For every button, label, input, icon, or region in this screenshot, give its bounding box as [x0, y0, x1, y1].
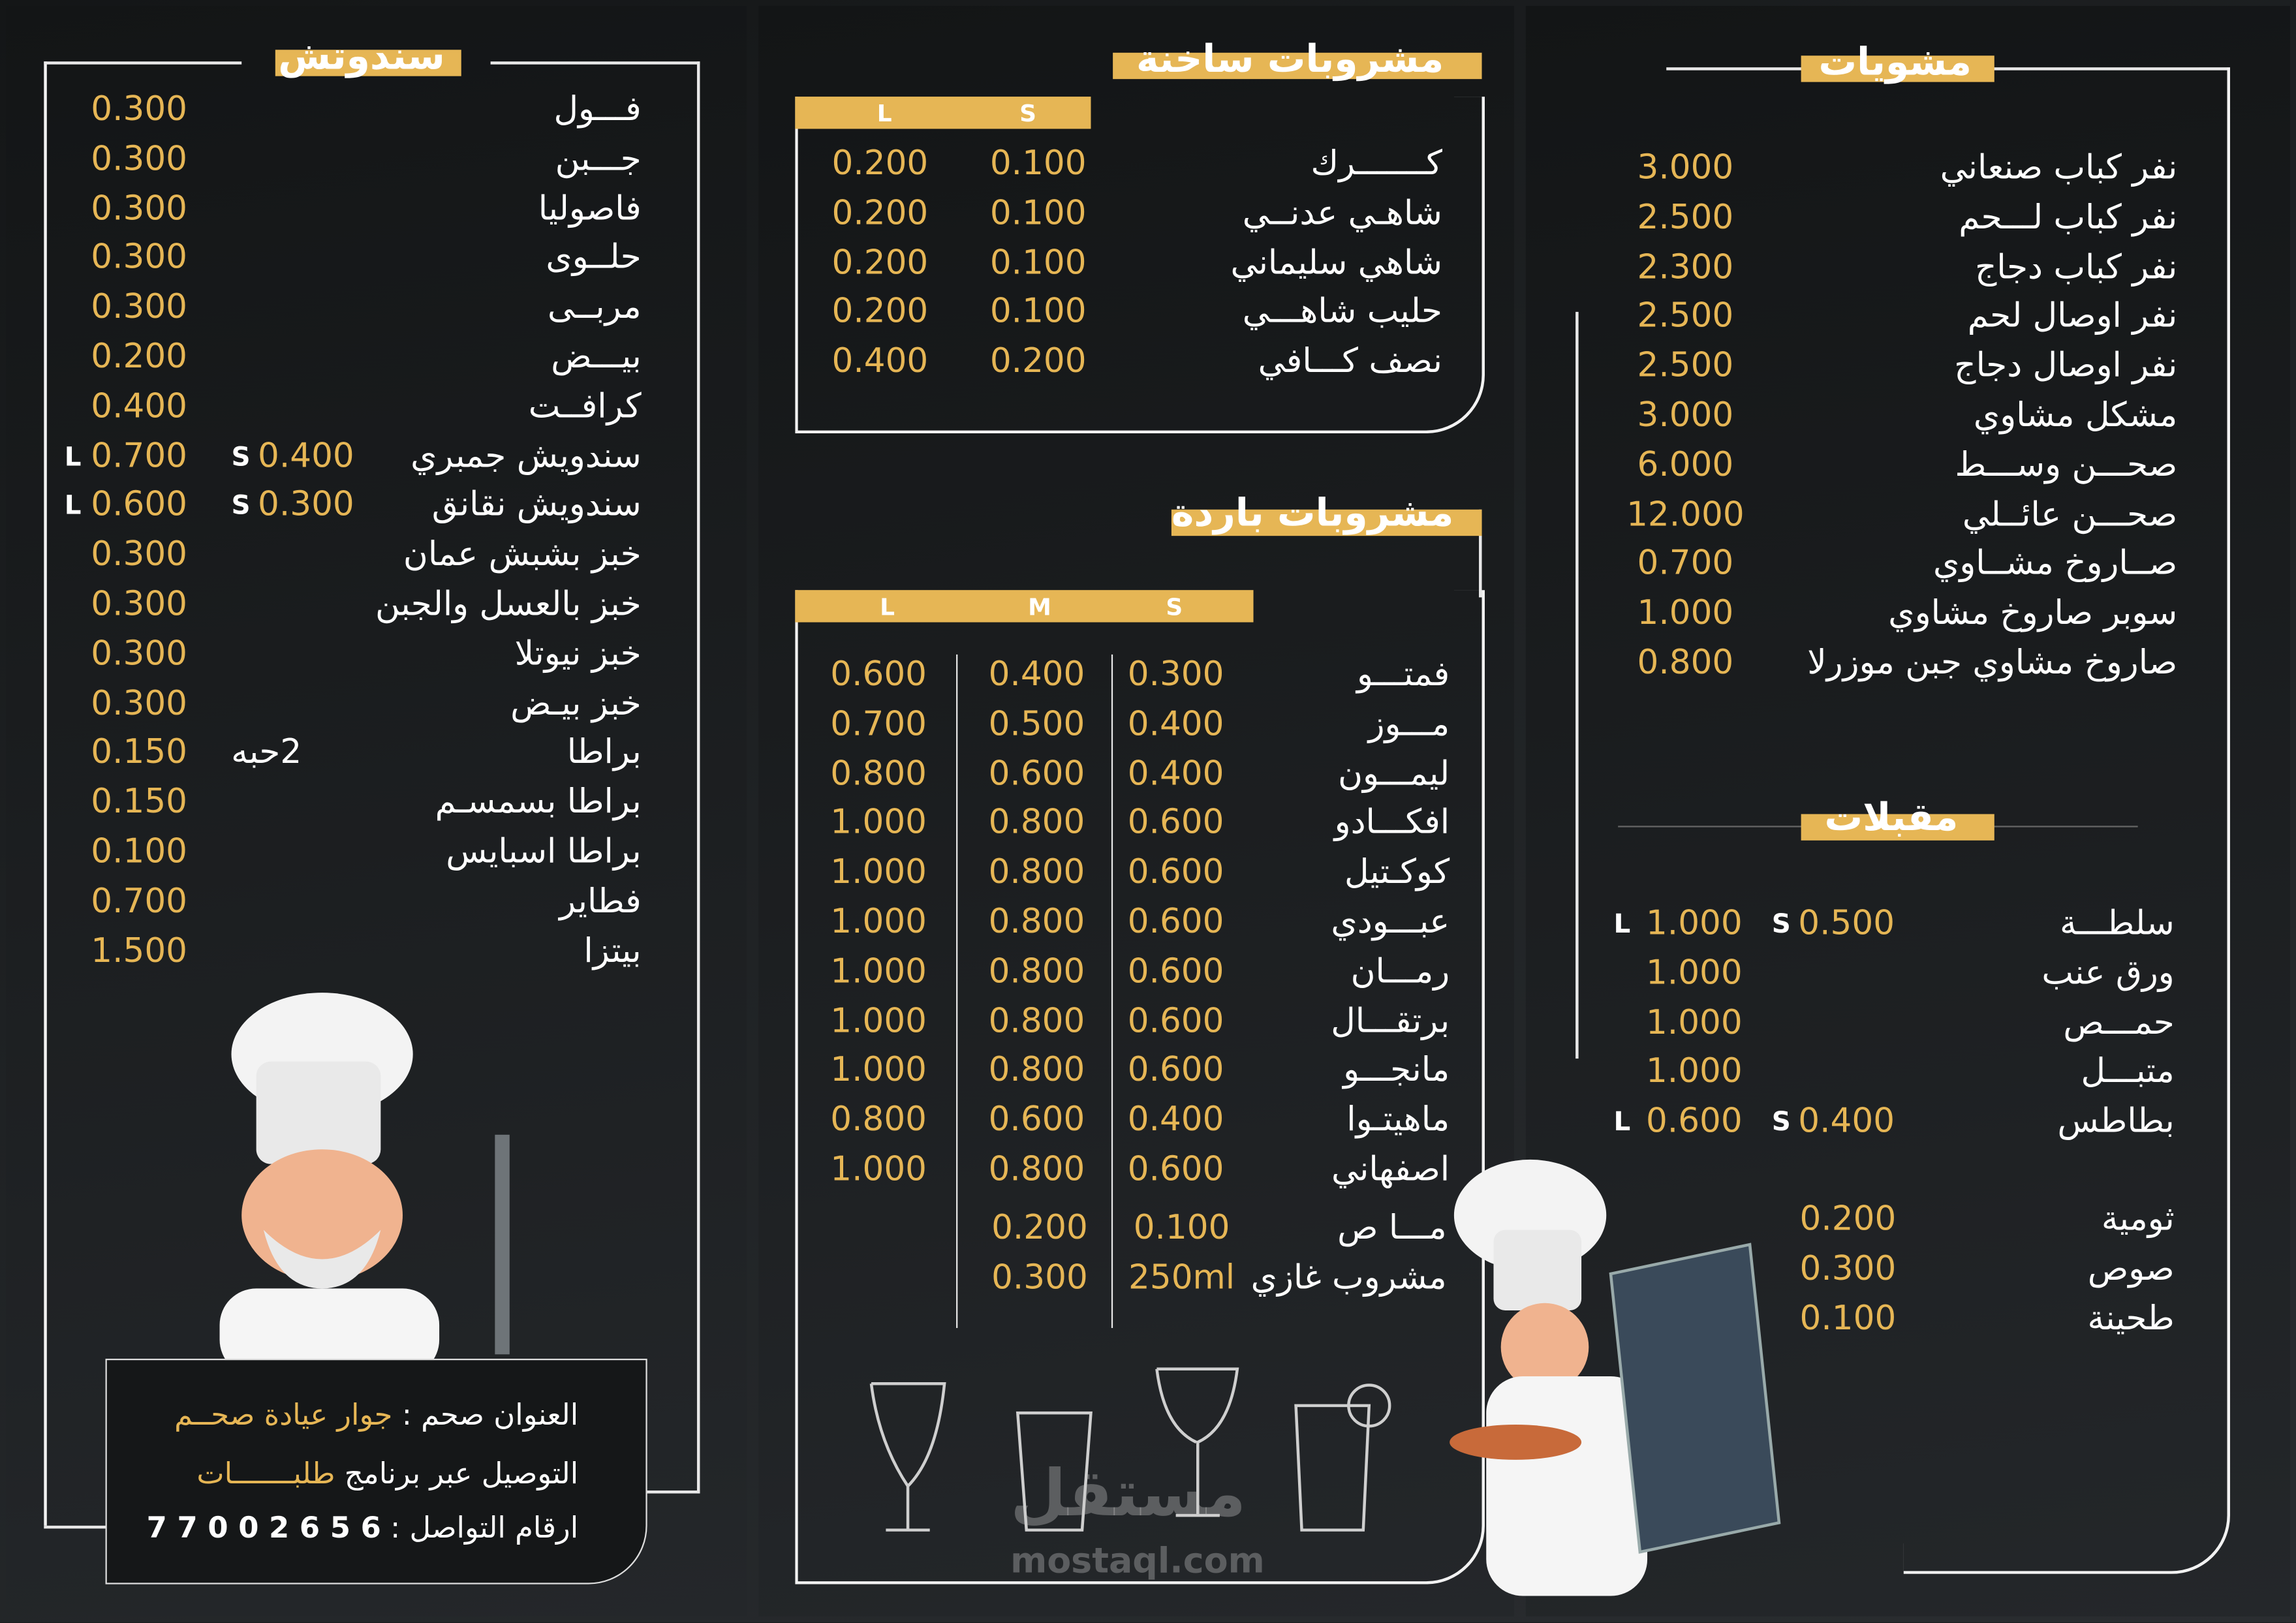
item-name: بيـــض [551, 338, 642, 377]
item-name: حمـــص [2063, 1004, 2175, 1042]
item-name: افكـــادو [1334, 804, 1450, 842]
item-price: 0.400 [91, 388, 188, 426]
item-name: فطاير [559, 882, 642, 921]
item-name: صحـــن عائــلي [1962, 495, 2178, 534]
price-medium: 0.800 [988, 953, 1085, 991]
item-name: سوبر صاروخ مشاوي [1888, 595, 2178, 633]
delivery-value: طلبـــــــات [196, 1455, 335, 1491]
grills-title: مشويات [1818, 40, 1972, 85]
watermark-logo: مستقل [1010, 1457, 1247, 1532]
item-price: 0.100 [91, 833, 188, 871]
item-name: رمـــان [1350, 953, 1450, 991]
price-medium: 0.500 [988, 705, 1085, 744]
item-name: صحـــن وســـط [1955, 446, 2178, 485]
address-label: العنوان صحم : [401, 1397, 579, 1432]
item-name: نفر كباب صنعاني [1940, 149, 2178, 188]
price-medium: 0.200 [991, 1209, 1088, 1248]
item-price-small: 0.400 [1798, 1102, 1895, 1141]
size-label: S [231, 491, 251, 522]
item-price: 1.000 [1645, 1053, 1743, 1092]
item-name: سندويش جمبري [411, 437, 642, 476]
divider [44, 1526, 110, 1528]
item-name: خبز بشبش عمان [403, 536, 642, 574]
item-name: مشكل مشاوي [1973, 397, 2178, 435]
price-large: 0.200 [831, 293, 929, 332]
item-name: ثومية [2101, 1200, 2175, 1239]
price-large: 1.000 [830, 804, 927, 842]
price-large: 0.800 [830, 754, 927, 794]
phone-label: ارقام التواصل : [390, 1509, 579, 1545]
price-large: 0.700 [830, 705, 927, 744]
item-price: 0.200 [1799, 1200, 1897, 1239]
item-name: صوص [2087, 1250, 2175, 1288]
item-name: جـــبن [555, 140, 642, 179]
price-small: 0.400 [1127, 705, 1224, 744]
price-medium: 0.800 [988, 903, 1085, 942]
address-value: جوار عيادة صحــم [174, 1397, 393, 1432]
item-price: 0.300 [91, 288, 188, 327]
item-name: فمتـــو [1357, 656, 1450, 694]
item-name: ليمـــون [1338, 754, 1450, 794]
address-line [174, 1397, 578, 1432]
price-large: 0.200 [831, 194, 929, 233]
price-medium: 0.400 [988, 656, 1085, 694]
item-price: 0.300 [91, 536, 188, 574]
item-price: 0.200 [91, 338, 188, 377]
item-note: 2حبه [231, 734, 302, 773]
header-medium: M [1028, 593, 1051, 621]
divider [491, 61, 700, 64]
item-price: 1.000 [1637, 595, 1734, 633]
item-name: حليب شاهـــي [1242, 293, 1442, 332]
delivery-label: التوصيل عبر برنامج [344, 1455, 579, 1491]
item-price: 0.700 [1637, 545, 1734, 583]
price-medium: 0.800 [988, 1051, 1085, 1090]
item-name: كرافــت [528, 388, 642, 426]
price-small: 0.100 [989, 145, 1087, 183]
divider [697, 61, 700, 1493]
chef-with-menu-icon [1442, 1142, 1793, 1618]
item-price: 0.600 [1645, 1102, 1743, 1141]
item-name: مـــوز [1368, 705, 1450, 744]
item-price-small: 0.500 [1798, 904, 1895, 943]
cold-drinks-title: مشروبات باردة [1171, 491, 1454, 536]
price-small: 0.300 [1127, 656, 1224, 694]
item-price: 0.600 [91, 486, 188, 525]
price-large: 1.000 [830, 854, 927, 892]
item-name: فاصوليا [538, 189, 642, 228]
price-large: 0.400 [831, 343, 929, 381]
divider [642, 1491, 700, 1493]
price-large: 1.000 [830, 953, 927, 991]
item-price: 1.000 [1645, 1004, 1743, 1042]
item-price: 1.000 [1645, 954, 1743, 993]
price-small: 0.600 [1127, 1151, 1224, 1189]
item-name: مـــا ص [1337, 1209, 1447, 1248]
item-name: نفر اوصال لحم [1967, 298, 2178, 336]
price-small: 0.100 [989, 243, 1087, 283]
price-small: 0.600 [1127, 953, 1224, 991]
item-name: مربــى [547, 288, 642, 327]
divider [44, 61, 241, 64]
item-name: نصف كـــافي [1258, 343, 1442, 381]
item-price: 2.500 [1637, 298, 1734, 336]
price-medium: 0.600 [988, 754, 1085, 794]
price-large: 0.800 [830, 1101, 927, 1139]
size-label: S [1771, 909, 1791, 940]
price-medium: 0.800 [988, 1151, 1085, 1189]
price-large: 1.000 [830, 1151, 927, 1189]
item-price: 0.300 [91, 91, 188, 129]
item-name: مشروب غازي [1250, 1259, 1447, 1297]
price-small: 0.600 [1127, 1051, 1224, 1090]
size-label: L [64, 491, 82, 522]
item-price: 0.700 [91, 882, 188, 921]
item-name: طحينة [2087, 1299, 2175, 1338]
item-price: 3.000 [1637, 149, 1734, 188]
price-large: 1.000 [830, 1051, 927, 1090]
price-small: 0.600 [1127, 1002, 1224, 1041]
item-price-small: 0.300 [258, 486, 354, 525]
size-label: L [1613, 909, 1631, 940]
item-name: سلطـــة [2060, 904, 2175, 943]
sandwich-title: سندوتش [278, 35, 445, 80]
size-label: S [1771, 1107, 1791, 1138]
hot-drinks-title: مشروبات ساخنة [1136, 38, 1444, 82]
item-name: متبـــل [2081, 1053, 2175, 1092]
item-price-small: 0.400 [258, 437, 354, 476]
phone-number[interactable]: 7 7 0 0 2 6 5 6 [146, 1509, 381, 1545]
price-medium: 0.800 [988, 804, 1085, 842]
item-price: 2.300 [1637, 248, 1734, 286]
price-medium: 0.800 [988, 1002, 1085, 1041]
item-price: 2.500 [1637, 347, 1734, 386]
item-name: نفر كباب دجاج [1975, 248, 2178, 286]
price-small: 0.400 [1127, 1101, 1224, 1139]
size-label: S [231, 441, 251, 472]
delivery-line [196, 1455, 578, 1491]
item-price: 0.300 [91, 189, 188, 228]
price-medium: 0.800 [988, 854, 1085, 892]
item-price: 0.300 [91, 239, 188, 277]
size-label: L [1613, 1107, 1631, 1138]
price-large: 0.600 [830, 656, 927, 694]
item-name: براطا بسمسـم [435, 783, 642, 822]
item-price: 0.300 [91, 140, 188, 179]
price-small: 0.100 [989, 293, 1087, 332]
item-name: شاهي سليماني [1230, 243, 1442, 283]
column-divider [956, 655, 957, 1328]
price-small: 0.600 [1127, 804, 1224, 842]
price-small: 0.400 [1127, 754, 1224, 794]
price-small: 0.200 [989, 343, 1087, 381]
item-name: ورق عنب [2041, 954, 2175, 993]
item-price: 2.500 [1637, 198, 1734, 238]
item-price: 1.500 [91, 932, 188, 970]
item-price: 1.000 [1645, 904, 1743, 943]
item-name: كـــــــرك [1311, 145, 1442, 183]
price-small: 0.100 [1133, 1209, 1230, 1248]
price-medium: 0.300 [991, 1259, 1088, 1297]
item-price: 3.000 [1637, 397, 1734, 435]
watermark-url: mostaql.com [1010, 1540, 1265, 1582]
item-name: اصفهاني [1331, 1151, 1450, 1189]
price-large: 1.000 [830, 903, 927, 942]
price-medium: 0.600 [988, 1101, 1085, 1139]
item-name: فـــول [553, 91, 642, 129]
item-price: 0.100 [1799, 1299, 1897, 1338]
price-small: 0.600 [1127, 854, 1224, 892]
item-name: صــاروخ مشــاوي [1932, 545, 2178, 583]
phone-line [147, 1509, 579, 1545]
chef-illustration-icon [161, 974, 542, 1369]
item-price: 0.150 [91, 734, 188, 773]
header-large: L [880, 593, 895, 621]
item-name: براطا [566, 734, 642, 773]
header-small: S [1019, 99, 1036, 128]
item-name: سندويش نقانق [431, 486, 642, 525]
item-name: صاروخ مشاوي جبن موزرلا [1807, 644, 2178, 683]
item-price: 0.300 [91, 685, 188, 723]
item-name: بيتزا [583, 932, 642, 970]
item-name: بطاطس [2057, 1102, 2175, 1141]
price-small: 0.600 [1127, 903, 1224, 942]
column-divider [1111, 655, 1113, 1328]
header-small: S [1166, 593, 1183, 621]
item-name: خبز نيوتلا [514, 635, 642, 673]
starters-title: مقبلات [1824, 796, 1959, 841]
item-name: خبز بيـض [510, 685, 642, 723]
item-price: 6.000 [1637, 446, 1734, 485]
item-name: ماهيتـوا [1346, 1101, 1450, 1139]
item-name: براطا اسبايس [446, 833, 642, 871]
item-name: مانجـــو [1343, 1051, 1450, 1090]
price-small: 250ml [1128, 1259, 1235, 1297]
item-name: حلــوى [546, 239, 642, 277]
cold-drinks-header [795, 590, 1253, 622]
item-price: 12.000 [1626, 495, 1745, 534]
item-price: 0.700 [91, 437, 188, 476]
price-small: 0.100 [989, 194, 1087, 233]
item-price: 0.800 [1637, 644, 1734, 683]
item-price: 0.300 [91, 635, 188, 673]
item-price: 0.300 [1799, 1250, 1897, 1288]
divider [1575, 312, 1578, 1059]
item-name: نفر كباب لـــحم [1959, 198, 2178, 238]
item-name: نفر اوصال دجاج [1954, 347, 2178, 386]
item-name: خبز بالعسل والجبن [375, 585, 642, 624]
price-large: 0.200 [831, 145, 929, 183]
hot-drinks-header [795, 97, 1091, 129]
header-large: L [877, 99, 892, 128]
item-name: برتقـــال [1331, 1002, 1450, 1041]
item-name: عبـــودي [1331, 903, 1450, 942]
price-large: 0.200 [831, 243, 929, 283]
size-label: L [64, 441, 82, 472]
item-price: 0.300 [91, 585, 188, 624]
price-large: 1.000 [830, 1002, 927, 1041]
item-price: 0.150 [91, 783, 188, 822]
item-name: شاهـي عدنــي [1242, 194, 1442, 233]
item-name: كوكـتيل [1344, 854, 1450, 892]
